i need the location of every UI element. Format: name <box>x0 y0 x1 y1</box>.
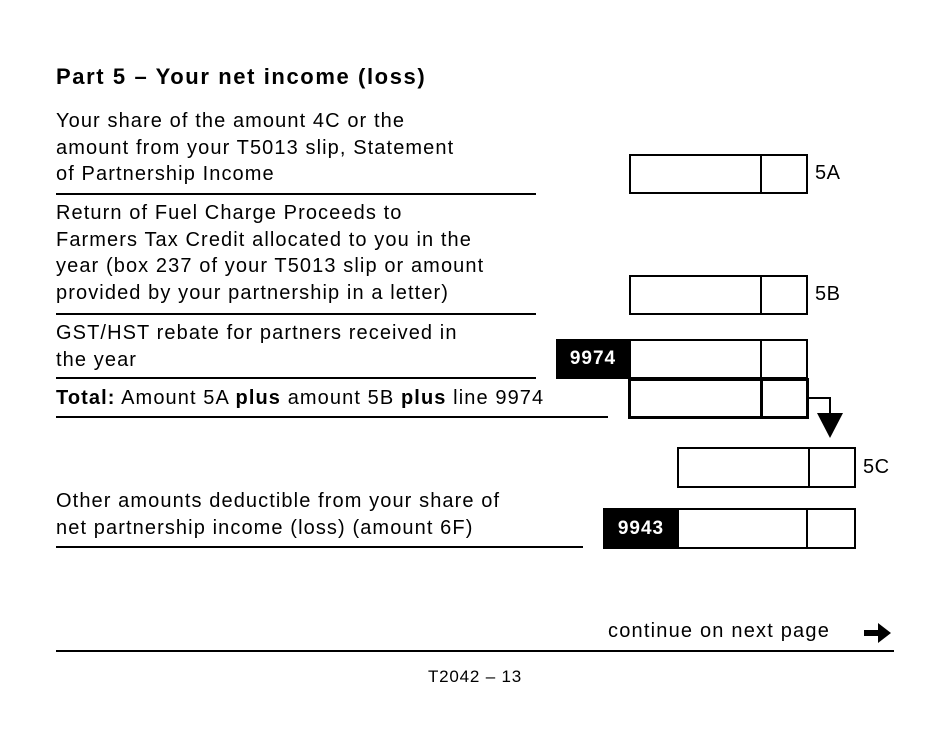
cents-separator <box>760 381 763 416</box>
total-label: Total: <box>56 387 116 409</box>
share-line-2: amount from your T5013 slip, Statement <box>56 136 455 159</box>
amount-5c-field[interactable] <box>677 447 856 488</box>
total-divider <box>56 416 608 418</box>
total-description <box>56 385 544 412</box>
continue-text: continue on next page <box>608 620 831 642</box>
box-label-5c: 5C <box>863 456 890 478</box>
fuel-charge-line-3: year (box 237 of your T5013 slip or amount <box>56 255 485 277</box>
part-title: Part 5 – Your net income (loss) <box>56 64 427 89</box>
line-code-9974: 9974 <box>556 339 630 379</box>
plus-word-2: plus <box>400 387 447 409</box>
footer-rule <box>56 650 894 652</box>
cents-separator <box>808 449 810 486</box>
total-field[interactable] <box>628 378 809 419</box>
gst-rebate-line-2: the year <box>56 348 138 371</box>
other-deductible-divider <box>56 546 583 548</box>
total-text-3: line 9974 <box>446 387 545 409</box>
fuel-charge-divider <box>56 313 536 315</box>
line-9974-field[interactable] <box>629 339 808 379</box>
cents-separator <box>760 156 762 192</box>
total-text-2: amount 5B <box>281 387 401 409</box>
fuel-charge-description <box>56 200 484 306</box>
gst-rebate-divider <box>56 377 536 379</box>
box-label-5a: 5A <box>815 162 841 184</box>
gst-rebate-description <box>56 320 458 373</box>
share-divider <box>56 193 536 195</box>
other-deductible-line-1: Other amounts deductible from your share of <box>56 490 501 512</box>
cents-separator <box>760 341 762 377</box>
fuel-charge-line-2: Farmers Tax Credit allocated to you in the <box>56 228 473 251</box>
gst-rebate-line-1: GST/HST rebate for partners received in <box>56 322 458 344</box>
cents-separator <box>806 510 808 547</box>
plus-word-1: plus <box>235 387 282 409</box>
share-line-1: Your share of the amount 4C or the <box>56 110 406 132</box>
other-deductible-line-2: net partnership income (loss) (amount 6F) <box>56 516 474 539</box>
total-text-1: Amount 5A <box>115 387 236 409</box>
fuel-charge-line-1: Return of Fuel Charge Proceeds to <box>56 202 403 224</box>
line-9943-field[interactable] <box>677 508 856 549</box>
box-label-5b: 5B <box>815 283 841 305</box>
down-arrow-icon <box>800 392 850 442</box>
fuel-charge-line-4: provided by your partnership in a letter) <box>56 281 450 304</box>
share-line-3: of Partnership Income <box>56 163 275 185</box>
other-deductible-description <box>56 488 500 541</box>
right-arrow-icon <box>864 622 892 644</box>
share-description <box>56 108 454 188</box>
page-number: T2042 – 13 <box>427 667 522 686</box>
amount-5b-field[interactable] <box>629 275 808 315</box>
cents-separator <box>760 277 762 313</box>
line-code-9943: 9943 <box>603 508 679 549</box>
continue-note <box>608 620 830 643</box>
amount-5a-field[interactable] <box>629 154 808 194</box>
